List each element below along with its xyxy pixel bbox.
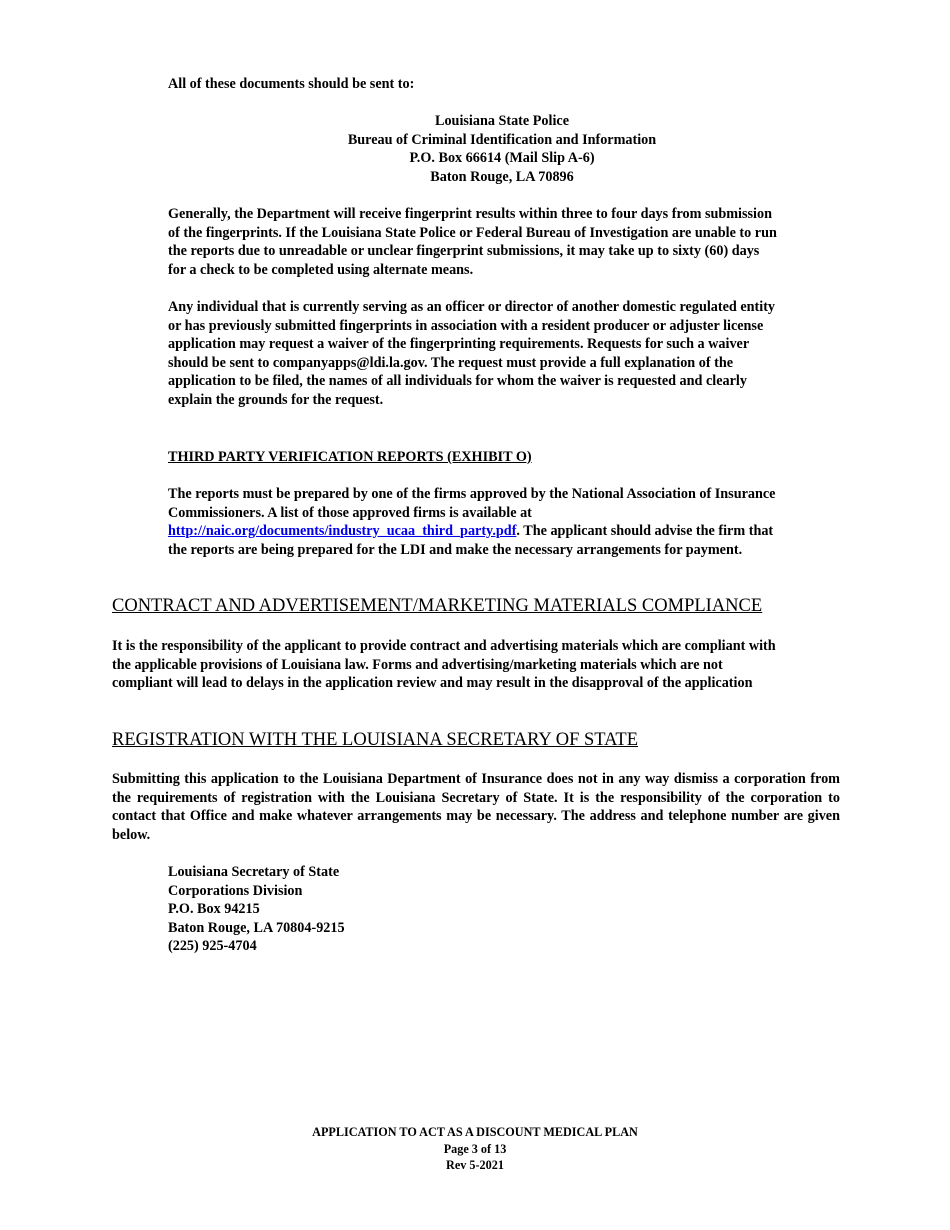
- contract-paragraph: [112, 637, 840, 693]
- naic-link[interactable]: http://naic.org/documents/industry_ucaa_third_party.pdf: [168, 523, 517, 540]
- paragraph-line: the applicable provisions of Louisiana law. Forms and advertising/marketing materials which are not: [112, 656, 723, 673]
- paragraph-line: [168, 522, 840, 541]
- paragraph-line: application to be filed, the names of all individuals for whom the waiver is requested and clearly: [168, 373, 747, 390]
- paragraph-line: the reports due to unreadable or unclear fingerprint submissions, it may take up to sixty (60) days: [168, 243, 760, 260]
- paragraph-line: application may request a waiver of the fingerprinting requirements. Requests for such a waiver: [168, 336, 750, 353]
- lsp-address-line: Louisiana State Police: [435, 113, 569, 129]
- lsp-address-line: P.O. Box 66614 (Mail Slip A-6): [409, 150, 595, 167]
- paragraph-line: Any individual that is currently serving as an officer or director of another domestic regulated entity: [168, 299, 776, 315]
- sos-address-line: (225) 925-4704: [168, 938, 257, 955]
- paragraph-line: explain the grounds for the request.: [168, 391, 384, 408]
- lsp-address-block: [168, 112, 836, 186]
- paragraph-line: Generally, the Department will receive fingerprint results within three to four days from submission: [168, 206, 772, 222]
- sos-address-line: Louisiana Secretary of State: [168, 864, 340, 880]
- third-party-heading: THIRD PARTY VERIFICATION REPORTS (EXHIBIT O): [168, 449, 532, 465]
- paragraph-line: It is the responsibility of the applicant to provide contract and advertising materials which are compliant with: [112, 638, 776, 654]
- page-footer: [0, 1124, 950, 1174]
- third-party-paragraph: [168, 485, 840, 559]
- paragraph-line: for a check to be completed using alternate means.: [168, 261, 474, 278]
- lsp-address-line: Bureau of Criminal Identification and Information: [347, 131, 657, 148]
- paragraph-text: . The applicant should advise the firm that: [516, 523, 774, 540]
- intro-text: All of these documents should be sent to:: [168, 76, 415, 92]
- sos-address-line: Corporations Division: [168, 882, 303, 899]
- sos-address-line: P.O. Box 94215: [168, 901, 260, 918]
- paragraph-line: should be sent to companyapps@ldi.la.gov. The request must provide a full explanation of the: [168, 354, 734, 371]
- sos-address-block: [168, 863, 840, 956]
- paragraph-line: of the fingerprints. If the Louisiana State Police or Federal Bureau of Investigation are unable to run: [168, 224, 777, 241]
- registration-paragraph: Submitting this application to the Louisiana Department of Insurance does not in any way dismiss a corporation from the requirements of registration with the Louisiana Secretary of State. It is the responsibility of the corporation to contact that Office and make whatever arrangements may be necessary. The address and telephone number are given below.: [112, 771, 840, 843]
- paragraph-line: compliant will lead to delays in the application review and may result in the disapproval of the application: [112, 675, 753, 692]
- lsp-address-line: Baton Rouge, LA 70896: [430, 168, 574, 185]
- footer-title: APPLICATION TO ACT AS A DISCOUNT MEDICAL PLAN: [312, 1125, 638, 1139]
- registration-heading: REGISTRATION WITH THE LOUISIANA SECRETARY OF STATE: [112, 730, 639, 750]
- paragraph-line: the reports are being prepared for the LDI and make the necessary arrangements for payment.: [168, 541, 743, 558]
- paragraph-line: Commissioners. A list of those approved firms is available at: [168, 504, 532, 521]
- sos-address-line: Baton Rouge, LA 70804-9215: [168, 919, 345, 936]
- waiver-paragraph: [168, 298, 840, 410]
- footer-revision: Rev 5-2021: [446, 1158, 504, 1172]
- paragraph-line: or has previously submitted fingerprints in association with a resident producer or adjuster license: [168, 317, 764, 334]
- footer-page-number: Page 3 of 13: [443, 1141, 507, 1156]
- contract-heading: CONTRACT AND ADVERTISEMENT/MARKETING MATERIALS COMPLIANCE: [112, 596, 763, 616]
- fingerprint-paragraph: [168, 205, 840, 279]
- paragraph-line: The reports must be prepared by one of the firms approved by the National Association of Insurance: [168, 486, 776, 502]
